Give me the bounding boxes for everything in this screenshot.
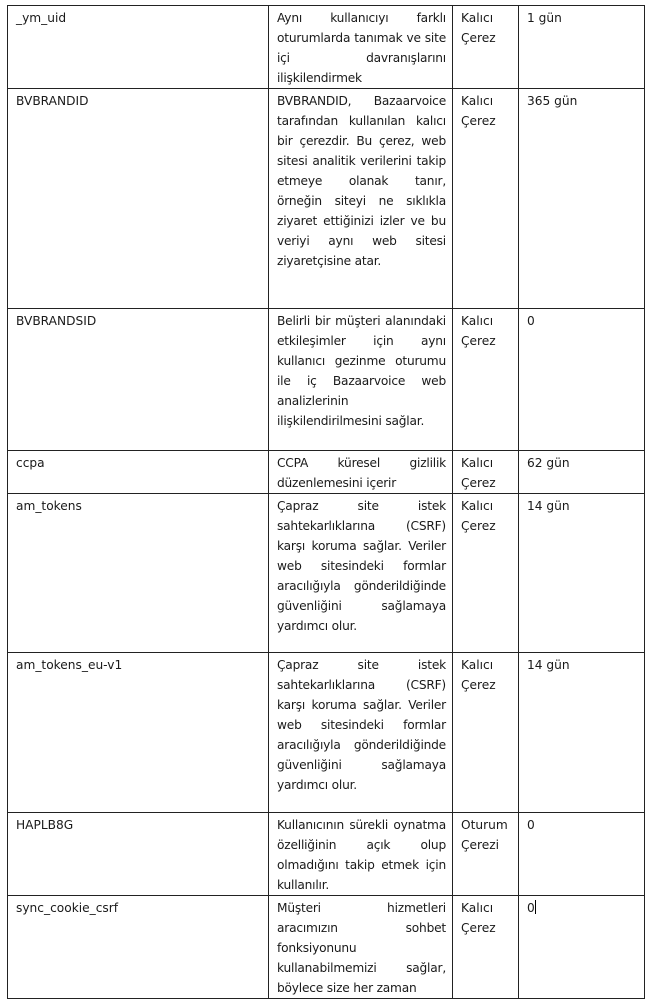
table-row <box>8 89 645 309</box>
cookie-description: Belirli bir müşteri alanındaki etkileşimler için aynı kullanıcı gezinme oturumu ile iç Bazaarvoice web analizlerinin ilişkilendirilmesini sağlar. <box>269 309 453 451</box>
cookie-description: Aynı kullanıcıyı farklı oturumlarda tanımak ve site içi davranışlarını ilişkilendirmek <box>269 6 453 89</box>
cookie-name: BVBRANDSID <box>8 309 269 451</box>
cookie-description: Çapraz site istek sahtekarlıklarına (CSRF) karşı koruma sağlar. Veriler web sitesindeki formlar aracılığıyla gönderildiğinde güvenliğini sağlamaya yardımcı olur. <box>269 494 453 653</box>
cookie-type: Kalıcı Çerez <box>453 89 519 309</box>
cookie-description: CCPA küresel gizlilik düzenlemesini içerir <box>269 451 453 494</box>
cookie-description: Müşteri hizmetleri aracımızın sohbet fonksiyonunu kullanabilmemizi sağlar, böylece size her zaman <box>269 896 453 999</box>
table-row <box>8 813 645 896</box>
cookie-name: sync_cookie_csrf <box>8 896 269 999</box>
cookie-name: am_tokens <box>8 494 269 653</box>
cookie-description: Çapraz site istek sahtekarlıklarına (CSRF) karşı koruma sağlar. Veriler web sitesindeki formlar aracılığıyla gönderildiğinde güvenliğini sağlamaya yardımcı olur. <box>269 653 453 813</box>
cookie-table <box>7 5 645 999</box>
cookie-duration-editing[interactable] <box>519 896 645 999</box>
cookie-name: am_tokens_eu-v1 <box>8 653 269 813</box>
cookie-duration: 14 gün <box>519 653 645 813</box>
cookie-type: Kalıcı Çerez <box>453 494 519 653</box>
cookie-duration: 14 gün <box>519 494 645 653</box>
table-row <box>8 653 645 813</box>
text-cursor <box>535 900 536 914</box>
table-row <box>8 494 645 653</box>
cookie-name: BVBRANDID <box>8 89 269 309</box>
cookie-duration: 0 <box>519 309 645 451</box>
table-row <box>8 309 645 451</box>
cookie-duration: 1 gün <box>519 6 645 89</box>
cookie-type: Kalıcı Çerez <box>453 896 519 999</box>
table-row <box>8 896 645 999</box>
cookie-duration: 0 <box>527 901 535 915</box>
cookie-type: Kalıcı Çerez <box>453 309 519 451</box>
cookie-name: _ym_uid <box>8 6 269 89</box>
cookie-duration: 62 gün <box>519 451 645 494</box>
cookie-name: HAPLB8G <box>8 813 269 896</box>
cookie-duration: 365 gün <box>519 89 645 309</box>
cookie-type: Oturum Çerezi <box>453 813 519 896</box>
cookie-name: ccpa <box>8 451 269 494</box>
cookie-description: BVBRANDID, Bazaarvoice tarafından kullanılan kalıcı bir çerezdir. Bu çerez, web sitesi analitik verilerini takip etmeye olanak tanır, örneğin siteyi ne sıklıkla ziyaret ettiğinizi izler ve bu veriyi aynı web sitesi ziyaretçisine atar. <box>269 89 453 309</box>
cookie-duration: 0 <box>519 813 645 896</box>
table-row <box>8 6 645 89</box>
cookie-type: Kalıcı Çerez <box>453 6 519 89</box>
cookie-type: Kalıcı Çerez <box>453 653 519 813</box>
cookie-description: Kullanıcının sürekli oynatma özelliğinin açık olup olmadığını takip etmek için kullanılır. <box>269 813 453 896</box>
table-row <box>8 451 645 494</box>
cookie-type: Kalıcı Çerez <box>453 451 519 494</box>
